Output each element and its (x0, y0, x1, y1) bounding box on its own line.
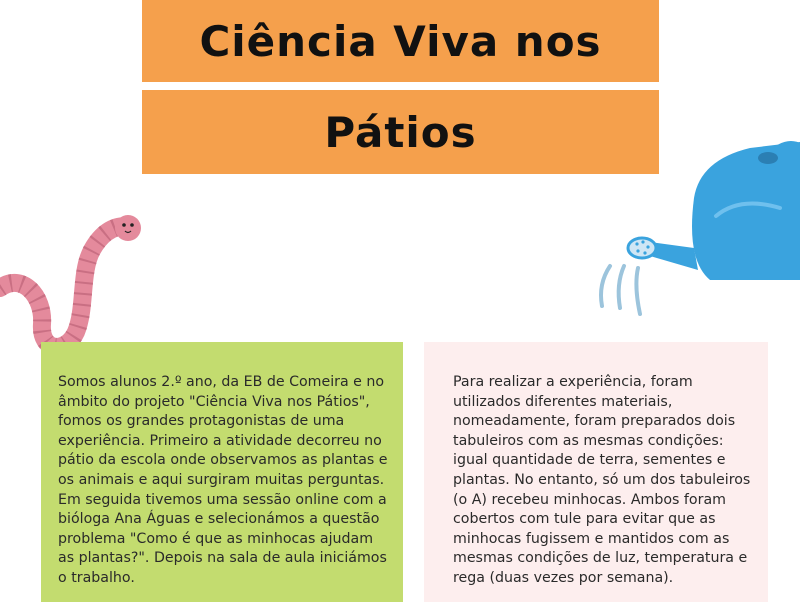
experiment-panel (424, 342, 768, 602)
intro-text: Somos alunos 2.º ano, da EB de Comeira e no âmbito do projeto "Ciência Viva nos Pátios", fomos os grandes protagonistas de uma experiência. Primeiro a atividade decorreu no pátio da escola onde observamos as plantas e os animais e aqui surgiram muitas perguntas. Em seguida tivemos uma sessão online com a bióloga Ana Águas e selecionámos a questão problema "Como é que as minhocas ajudam as plantas?". Depois na sala de aula iniciámos o trabalho. (58, 374, 388, 586)
watering-can-icon (590, 138, 800, 318)
page-title-line2: Pátios (324, 107, 477, 157)
experiment-text: Para realizar a experiência, foram utilizados diferentes materiais, nomeadamente, foram preparados dois tabuleiros com as mesmas condições: igual quantidade de terra, sementes e plantas. No entanto, só um dos tabuleiros (o A) recebeu minhocas. Ambos foram cobertos com tule para evitar que as minhocas fugissem e mantidos com as mesmas condições de luz, temperatura e rega (duas vezes por semana). (453, 374, 751, 586)
worm-icon (0, 212, 150, 362)
intro-panel (41, 342, 403, 602)
title-band-top (142, 0, 659, 82)
title-band-bottom (142, 90, 659, 174)
page-title-line1: Ciência Viva nos (199, 16, 602, 66)
